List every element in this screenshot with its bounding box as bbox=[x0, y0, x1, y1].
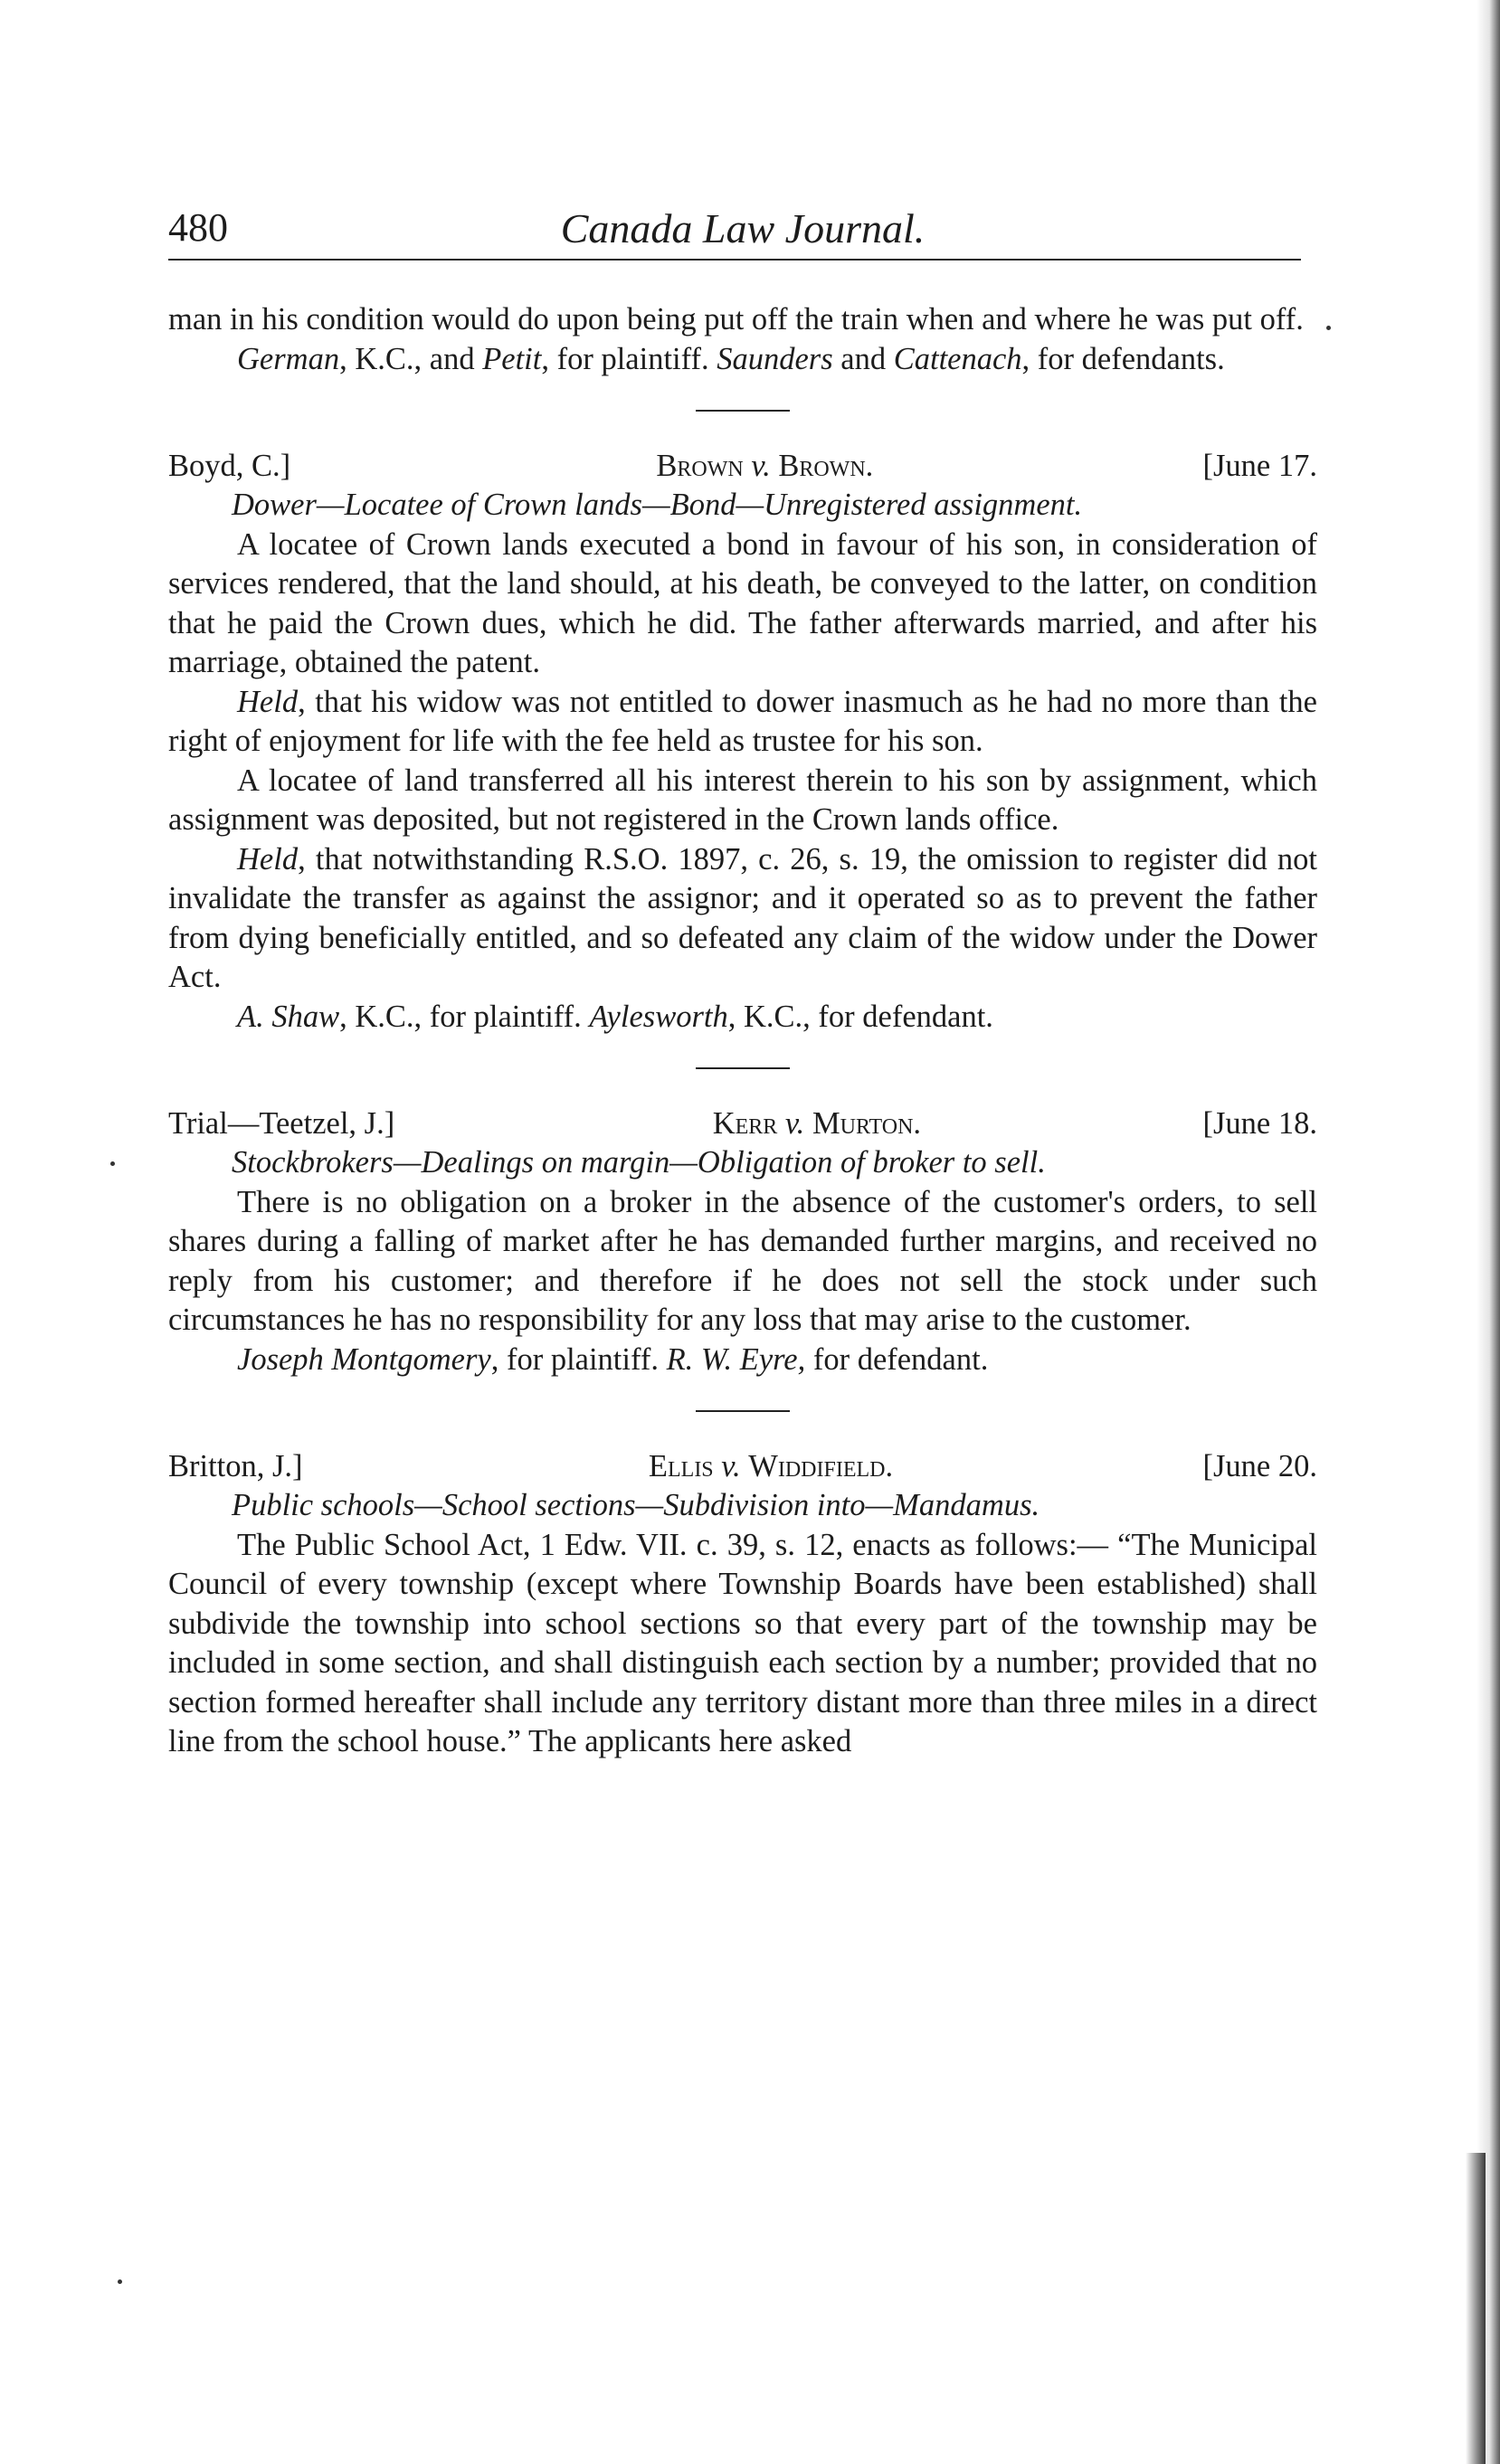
case-heading bbox=[168, 1446, 1317, 1486]
print-speck bbox=[1326, 326, 1331, 330]
case-paragraph: A locatee of Crown lands executed a bond in favour of his son, in consideration of services rendered, that the land should, at his death, be conveyed to the latter, on condition that he paid the Crown dues, which he did. The father afterwards married, and after his marriage, obtained the patent. bbox=[168, 526, 1317, 679]
print-speck bbox=[110, 1161, 115, 1166]
page-edge-shadow bbox=[1476, 0, 1500, 2464]
case-date: [June 20. bbox=[1202, 1449, 1317, 1483]
held-paragraph: Held, that his widow was not entitled to dower inasmuch as he had no more than the right of enjoyment for life with the fee held as trustee for his son. bbox=[168, 684, 1317, 758]
counsel-line: A. Shaw, K.C., for plaintiff. Aylesworth, K.C., for defendant. bbox=[237, 999, 993, 1034]
case-name: Ellis v. Widdifield. bbox=[648, 1449, 894, 1483]
section-divider bbox=[696, 1067, 790, 1069]
header-rule bbox=[168, 259, 1301, 261]
case-headnote: Dower—Locatee of Crown lands—Bond—Unregistered assignment. bbox=[232, 488, 1083, 522]
case-date: [June 17. bbox=[1202, 449, 1317, 483]
counsel-line: Joseph Montgomery, for plaintiff. R. W. Eyre, for defendant. bbox=[237, 1341, 989, 1377]
case-date: [June 18. bbox=[1202, 1106, 1317, 1141]
journal-title: Canada Law Journal. bbox=[560, 205, 926, 251]
case-paragraph: The Public School Act, 1 Edw. VII. c. 39, s. 12, enacts as follows:— “The Municipal Council of every township (except where Township Boards have been established) shall subdivide the township into school sections so that every part of the township may be included in some section, and shall distinguish each section by a number; provided that no section formed hereafter shall include any territory distant more than three miles in a direct line from the school house.” The applicants here asked bbox=[168, 1527, 1317, 1758]
section-divider bbox=[696, 410, 790, 412]
page-edge-shadow-bottom bbox=[1466, 2153, 1486, 2464]
body-text bbox=[168, 300, 1317, 1762]
section-divider bbox=[696, 1410, 790, 1412]
judge-name: Boyd, C.] bbox=[168, 449, 291, 483]
case-paragraph: There is no obligation on a broker in the absence of the customer's orders, to sell shares during a falling of market after he has demanded further margins, and received no reply from his customer; and therefore if he does not sell the stock under such circumstances he has no responsibility for any loss that may arise to the customer. bbox=[168, 1184, 1317, 1337]
case-headnote: Public schools—School sections—Subdivision into—Mandamus. bbox=[232, 1488, 1040, 1522]
page-number: 480 bbox=[168, 205, 228, 250]
running-head bbox=[168, 204, 1317, 264]
case-paragraph: A locatee of land transferred all his interest therein to his son by assignment, which assignment was deposited, but not registered in the Crown lands office. bbox=[168, 763, 1317, 837]
continuation-paragraph: man in his condition would do upon being put off the train when and where he was put off. bbox=[168, 302, 1304, 336]
case-heading bbox=[168, 1104, 1317, 1143]
judge-name: Trial—Teetzel, J.] bbox=[168, 1106, 395, 1141]
held-paragraph: Held, that notwithstanding R.S.O. 1897, c. 26, s. 19, the omission to register did not invalidate the transfer as against the assignor; and it operated so as to prevent the father from dying beneficially entitled, and so defeated any claim of the widow under the Dower Act. bbox=[168, 841, 1317, 994]
judge-name: Britton, J.] bbox=[168, 1449, 303, 1483]
case-heading bbox=[168, 446, 1317, 486]
case-headnote: Stockbrokers—Dealings on margin—Obligation of broker to sell. bbox=[232, 1145, 1046, 1180]
counsel-line: German, K.C., and Petit, for plaintiff. Saunders and Cattenach, for defendants. bbox=[237, 341, 1225, 376]
page bbox=[168, 204, 1317, 1762]
case-name: Kerr v. Murton. bbox=[712, 1106, 922, 1141]
print-speck bbox=[118, 2279, 122, 2284]
case-name: Brown v. Brown. bbox=[656, 449, 874, 483]
